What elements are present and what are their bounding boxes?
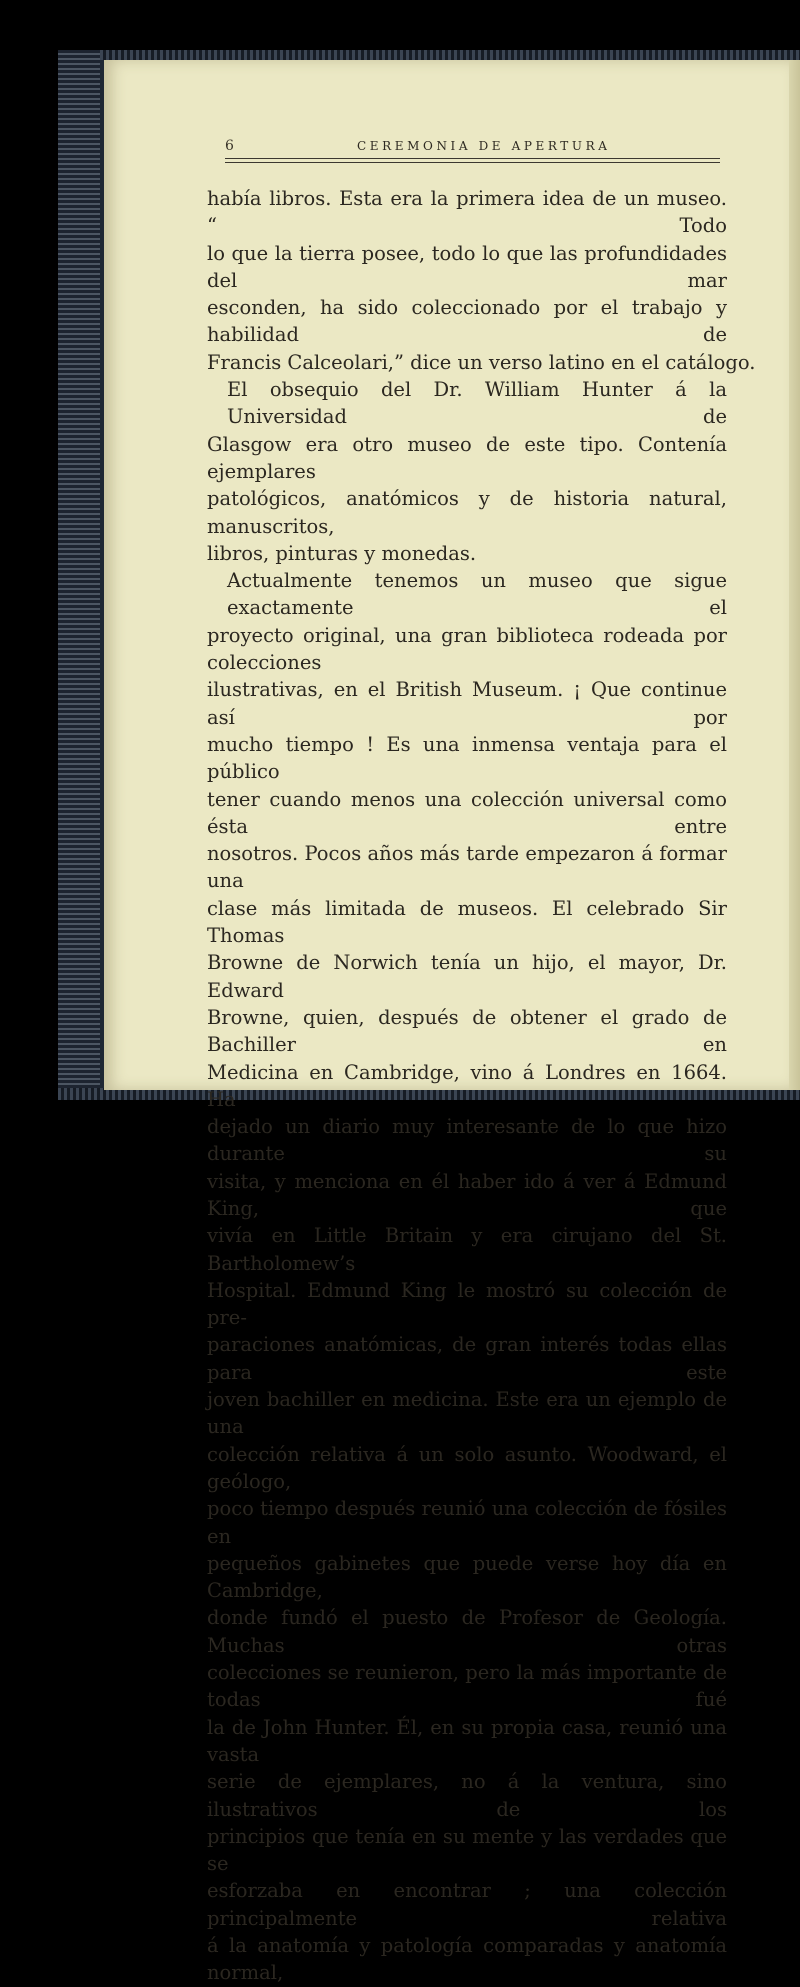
text-line: patológicos, anatómicos y de historia natural, manuscritos, — [207, 487, 727, 538]
body-text — [207, 185, 756, 1987]
page-header — [225, 138, 720, 160]
text-line: El obsequio del Dr. William Hunter á la Universidad de — [227, 378, 727, 429]
page-fore-edge — [789, 60, 800, 1090]
text-line: esconden, ha sido coleccionado por el trabajo y habilidad de — [207, 296, 727, 347]
text-line: proyecto original, una gran biblioteca rodeada por colecciones — [207, 623, 727, 675]
text-line: Browne, quien, después de obtener el grado de Bachiller en — [207, 1005, 727, 1057]
text-line: colección relativa á un solo asunto. Woodward, el geólogo, — [207, 1442, 727, 1493]
text-line: mucho tiempo ! Es una inmensa ventaja para el público — [207, 732, 727, 784]
text-line: visita, y menciona en él haber ido á ver á Edmund King, que — [207, 1169, 727, 1220]
text-line: ilustrativas, en el British Museum. ¡ Que continue así por — [207, 678, 727, 729]
text-line: Hospital. Edmund King le mostró su colección de pre- — [207, 1278, 727, 1330]
header-double-rule — [225, 158, 720, 163]
running-head: CEREMONIA DE APERTURA — [357, 139, 611, 153]
text-line: donde fundó el puesto de Profesor de Geología. Muchas otras — [207, 1606, 727, 1657]
text-line: principios que tenía en su mente y las verdades que se — [207, 1824, 727, 1876]
text-line: nosotros. Pocos años más tarde empezaron á formar una — [207, 842, 727, 893]
text-line: serie de ejemplares, no á la ventura, sino ilustrativos de los — [207, 1770, 727, 1821]
text-line: lo que la tierra posee, todo lo que las profundidades del mar — [207, 241, 727, 292]
text-line: vivía en Little Britain y era cirujano del St. Bartholomew’s — [207, 1224, 727, 1275]
text-line: paraciones anatómicas, de gran interés todas ellas para este — [207, 1333, 727, 1384]
text-line: joven bachiller en medicina. Este era un ejemplo de una — [207, 1388, 727, 1439]
text-line: tener cuando menos una colección universal como ésta entre — [207, 787, 727, 838]
text-line: Browne de Norwich tenía un hijo, el mayor, Dr. Edward — [207, 951, 727, 1002]
text-line: pequeños gabinetes que puede verse hoy día en Cambridge, — [207, 1551, 727, 1603]
text-line: Medicina en Cambridge, vino á Londres en 1664. Ha — [207, 1060, 727, 1111]
text-line: había libros. Esta era la primera idea de un museo. “ Todo — [207, 187, 727, 238]
text-line: Glasgow era otro museo de este tipo. Contenía ejemplares — [207, 432, 727, 483]
text-line: á la anatomía y patología comparadas y anatomía normal, — [207, 1934, 727, 1985]
text-line: Actualmente tenemos un museo que sigue exactamente el — [227, 569, 727, 620]
binding-spine-edge — [58, 50, 100, 1100]
text-line: clase más limitada de museos. El celebrado Sir Thomas — [207, 896, 727, 948]
text-line: dejado un diario muy interesante de lo que hizo durante su — [207, 1115, 727, 1166]
text-line: libros, pinturas y monedas. — [207, 541, 477, 565]
text-line: esforzaba en encontrar ; una colección principalmente relativa — [207, 1879, 727, 1930]
binding-top-edge — [58, 50, 800, 60]
page-number: 6 — [225, 138, 234, 154]
text-line: poco tiempo después reunió una colección de fósiles en — [207, 1497, 727, 1548]
text-line: colecciones se reunieron, pero la más importante de todas fué — [207, 1661, 727, 1712]
text-line: Francis Calceolari,” dice un verso latino en el catálogo. — [207, 350, 756, 374]
text-line: la de John Hunter. Él, en su propia casa, reunió una vasta — [207, 1715, 727, 1766]
